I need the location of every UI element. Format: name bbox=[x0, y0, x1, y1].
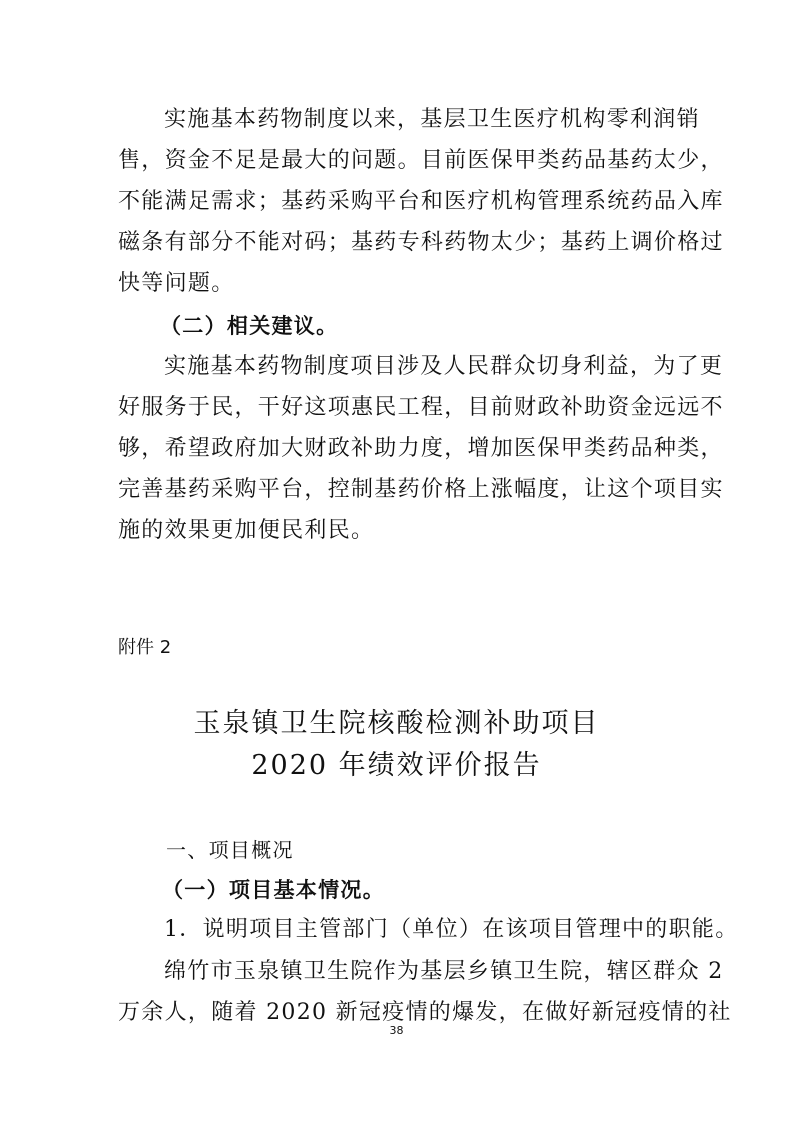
page-number: 38 bbox=[389, 1024, 404, 1037]
paragraph-line: 磁条有部分不能对码；基药专科药物太少；基药上调价格过 bbox=[118, 230, 724, 255]
paragraph-line: 快等问题。 bbox=[118, 271, 235, 296]
paragraph-line: 完善基药采购平台，控制基药价格上涨幅度，让这个项目实 bbox=[118, 477, 724, 502]
paragraph-line: 够，希望政府加大财政补助力度，增加医保甲类药品种类， bbox=[118, 436, 724, 461]
paragraph-line: 实施基本药物制度以来，基层卫生医疗机构零利润销 bbox=[164, 107, 700, 132]
paragraph-line: 实施基本药物制度项目涉及人民群众切身利益，为了更 bbox=[164, 354, 724, 379]
report-title-line-2: 2020 年绩效评价报告 bbox=[251, 750, 542, 781]
paragraph-line: 绵竹市玉泉镇卫生院作为基层乡镇卫生院，辖区群众 2 bbox=[164, 959, 724, 984]
paragraph-line: 不能满足需求；基药采购平台和医疗机构管理系统药品入库 bbox=[118, 189, 724, 214]
paragraph-line: 施的效果更加便民利民。 bbox=[118, 518, 375, 543]
paragraph-line: 万余人，随着 2020 新冠疫情的爆发，在做好新冠疫情的社 bbox=[118, 1000, 732, 1025]
report-title-line-1: 玉泉镇卫生院核酸检测补助项目 bbox=[193, 708, 600, 739]
paragraph-line: 好服务于民，干好这项惠民工程，目前财政补助资金远远不 bbox=[118, 395, 724, 420]
paragraph-line: 售，资金不足是最大的问题。目前医保甲类药品基药太少， bbox=[118, 148, 724, 173]
part-heading: 一、项目概况 bbox=[166, 838, 294, 862]
item-line: 1．说明项目主管部门（单位）在该项目管理中的职能。 bbox=[164, 917, 739, 942]
section-heading: （二）相关建议。 bbox=[160, 314, 339, 338]
attachment-label: 附件 2 bbox=[118, 637, 172, 658]
sub-heading: （一）项目基本情况。 bbox=[162, 878, 385, 902]
